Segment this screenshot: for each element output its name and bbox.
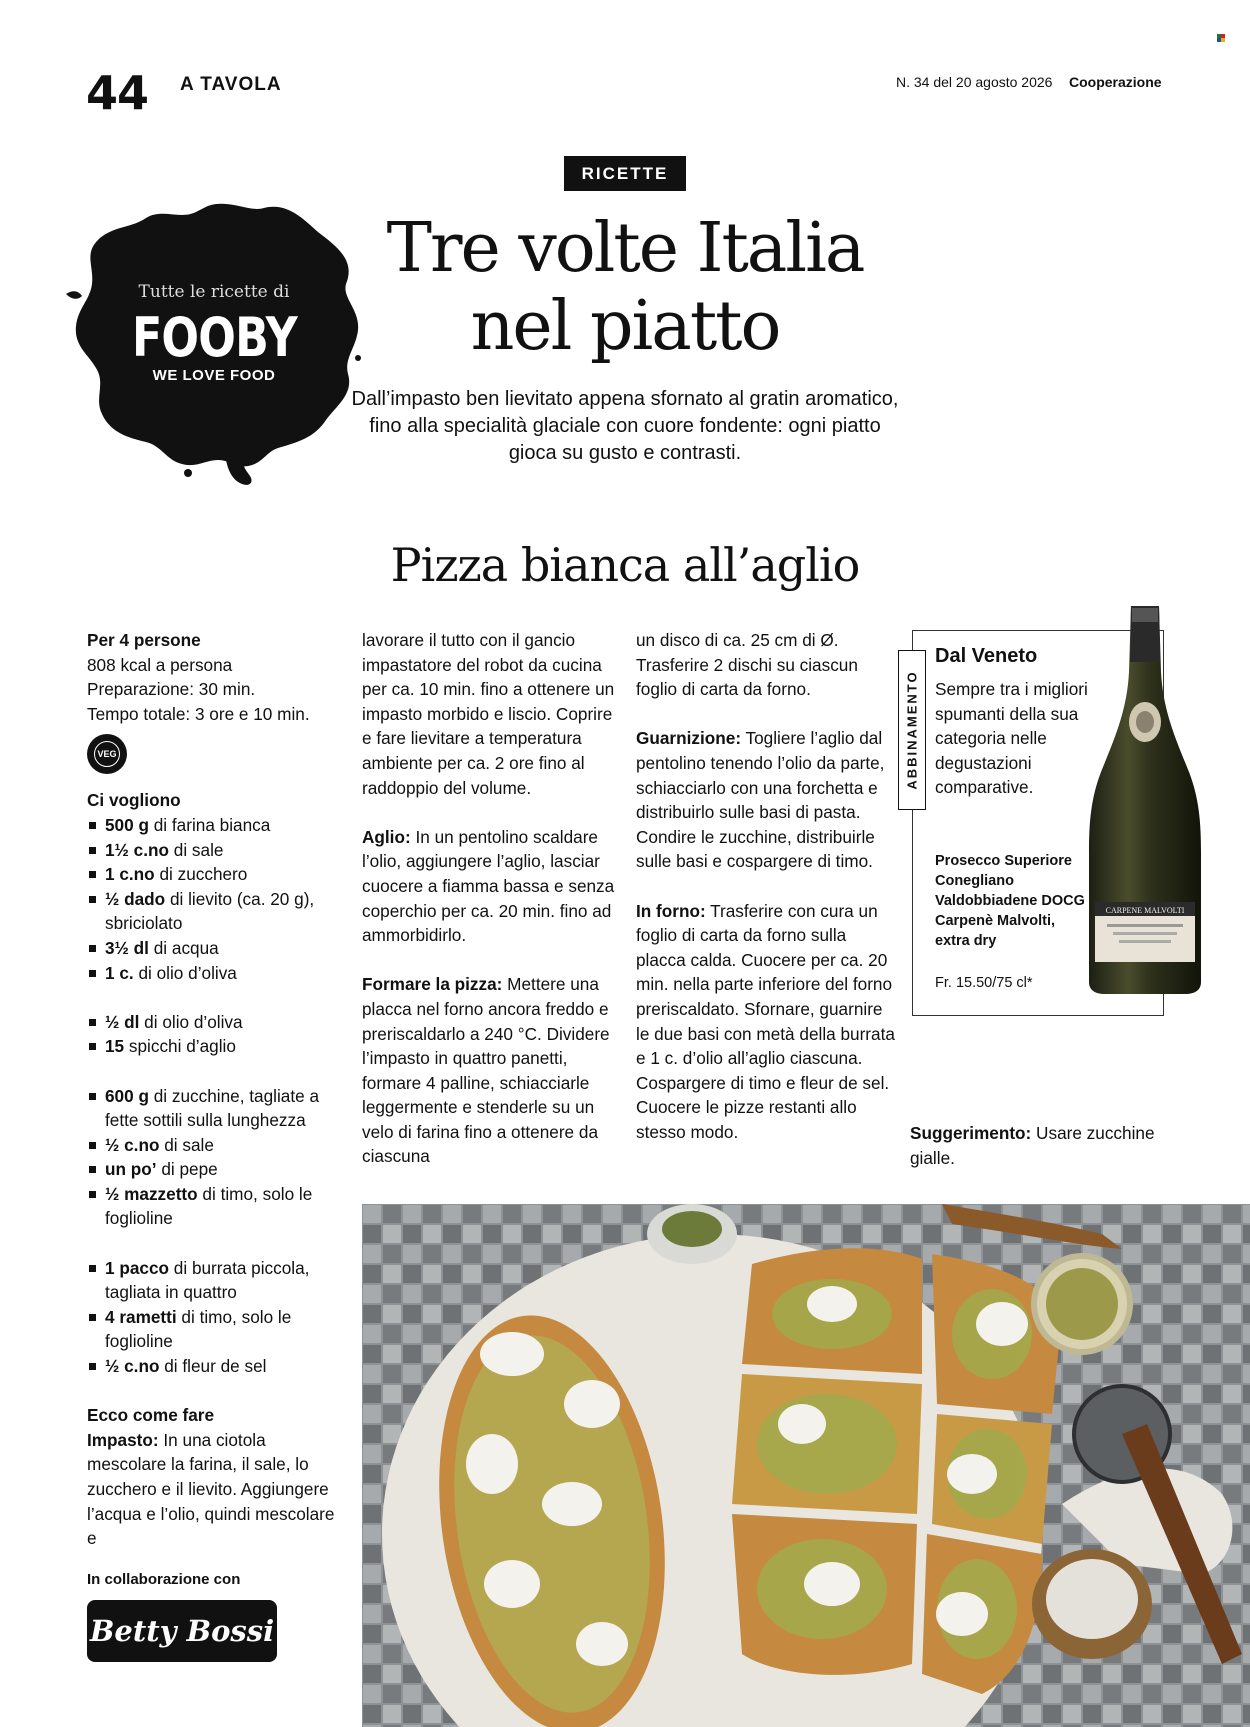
ingredient-qty: 4 rametti [105, 1306, 177, 1327]
ingredient-text: di zucchero [154, 864, 248, 885]
ingredient-item [87, 1010, 347, 1035]
step-label: Guarnizione: [636, 728, 742, 749]
ingredient-item [87, 887, 347, 936]
ingredient-text: di acqua [148, 937, 219, 958]
step-pizza [362, 972, 620, 1169]
page-title [360, 210, 890, 366]
ingredient-text: di fleur de sel [159, 1356, 267, 1377]
collab-label: In collaborazione con [87, 1571, 241, 1588]
ingredient-item [87, 1157, 347, 1182]
ingredient-qty: 1 c.no [105, 864, 155, 885]
ingredient-text: di lievito (ca. 20 g), sbriciolato [105, 888, 315, 934]
category-tag: RICETTE [564, 156, 686, 191]
ingredient-text: di timo, solo le foglioline [105, 1183, 313, 1229]
ingredient-qty: 500 g [105, 814, 149, 835]
ingredients-list [87, 813, 347, 1379]
tip-label: Suggerimento: [910, 1123, 1032, 1143]
step-text: Togliere l’aglio dal pentolino tenendo l’olio da parte, schiacciarlo con una forchetta e distribuirlo sulle basi di pasta. Condire le zucchine, distribuirle sulle basi e cospargere di timo. [636, 728, 885, 872]
pairing-label: ABBINAMENTO [904, 670, 920, 790]
step-text: In un pentolino scaldare l’olio, aggiungere l’aglio, lasciar cuocere a fiamma bassa e senza coperchio per ca. 20 min. fino ad ammorbidirlo. [362, 826, 615, 946]
servings: Per 4 persone [87, 630, 201, 650]
ingredient-qty: 3½ dl [105, 937, 149, 958]
step-text: Mettere una placca nel forno ancora freddo e preriscaldarlo a 240 °C. Dividere l’impasto in quattro panetti, formare 4 palline, schiacciarle leggermente e stenderle su un velo di farina fino a ottenere da ciascuna [362, 974, 610, 1167]
ingredient-item [87, 1354, 347, 1379]
ingredient-qty: 15 [105, 1036, 125, 1057]
method-column-3 [636, 628, 898, 1169]
ingredient-qty: 600 g [105, 1085, 149, 1106]
step-label: Impasto: [87, 1429, 159, 1450]
wine-name: Prosecco Superiore Conegliano Valdobbiadene DOCG Carpenè Malvolti, extra dry [935, 853, 1085, 949]
pairing-label-box [898, 650, 926, 810]
fooby-tagline: WE LOVE FOOD [152, 367, 276, 384]
ingredient-qty: 1 pacco [105, 1257, 170, 1278]
bottle-label-text: CARPENE MALVOLTI [1105, 906, 1185, 915]
ingredient-text: di olio d’oliva [133, 962, 237, 983]
ingredient-qty: ½ c.no [105, 1356, 160, 1377]
betty-bossi-logo: Betty Bossi [87, 1600, 277, 1662]
ingredient-qty: ½ mazzetto [105, 1183, 198, 1204]
ingredient-qty: 1½ c.no [105, 839, 169, 860]
ingredient-text: di sale [159, 1134, 214, 1155]
ingredient-qty: ½ dl [105, 1011, 140, 1032]
wine-bottle-image [1085, 602, 1205, 996]
ingredient-text: di zucchine, tagliate a fette sottili sulla lunghezza [105, 1085, 320, 1131]
step-impasto-cont: lavorare il tutto con il gancio impastatore del robot da cucina per ca. 10 min. fino a ottenere un impasto morbido e liscio. Coprire e fare lievitare a temperatura ambiente per ca. 2 ore fino al raddoppio del volume. [362, 630, 615, 798]
ingredient-item [87, 1084, 347, 1133]
step-text: In una ciotola mescolare la farina, il sale, lo zucchero e il lievito. Aggiungere l’acqua e l’olio, quindi mescolare e [87, 1429, 335, 1549]
ingredient-qty: ½ dado [105, 888, 166, 909]
ingredient-item [87, 936, 347, 961]
intro-text: Dall’impasto ben lievitato appena sfornato al gratin aromatico, fino alla specialità glaciale con cuore fondente: ogni piatto gioca su gusto e contrasti. [351, 388, 899, 464]
ingredient-item [87, 961, 347, 986]
color-mark [1217, 34, 1225, 42]
ingredient-item [87, 1133, 347, 1158]
total-time: Tempo totale: 3 ore e 10 min. [87, 703, 310, 724]
recipe-title: Pizza bianca all’aglio [390, 538, 860, 592]
ingredients-column [87, 628, 347, 1551]
title-line-2: nel piatto [470, 287, 780, 366]
ingredient-qty: 1 c. [105, 962, 134, 983]
ingredient-qty: un po’ [105, 1159, 157, 1180]
pairing-text: Sempre tra i migliori spumanti della sua categoria nelle degustazioni comparative. [935, 679, 1088, 798]
ingredient-text: di farina bianca [148, 814, 271, 835]
veg-badge: VEG [94, 741, 120, 767]
step-aglio [362, 825, 620, 948]
ingredient-item [87, 1305, 347, 1354]
prep-time: Preparazione: 30 min. [87, 679, 256, 700]
ingredients-title: Ci vogliono [87, 790, 181, 811]
ingredient-item [87, 838, 347, 863]
method-title: Ecco come fare [87, 1405, 215, 1426]
ingredient-item [87, 813, 347, 838]
tip-text: Usare zucchine gialle. [910, 1123, 1155, 1168]
magazine-name: Cooperazione [1069, 74, 1162, 90]
step-impasto-start [87, 1428, 347, 1551]
method-column-2 [362, 628, 620, 1194]
ingredient-text: di pepe [156, 1159, 218, 1180]
ingredient-text: spicchi d’aglio [124, 1036, 236, 1057]
ingredient-qty: ½ c.no [105, 1134, 160, 1155]
ingredient-item [87, 1256, 347, 1305]
ingredient-item [87, 1034, 347, 1059]
kcal: 808 kcal a persona [87, 654, 233, 675]
step-forno [636, 899, 898, 1145]
fooby-brand: FOOBY [132, 306, 297, 369]
ingredient-item [87, 862, 347, 887]
step-pizza-cont: un disco di ca. 25 cm di Ø. Trasferire 2 dischi su ciascun foglio di carta da forno. [636, 630, 858, 700]
step-label: In forno: [636, 900, 706, 921]
pizza-photo [362, 1204, 1250, 1727]
page-number: 44 [86, 66, 149, 120]
ingredient-item [87, 1182, 347, 1231]
pairing-title: Dal Veneto [935, 645, 1038, 667]
issue-date: N. 34 del 20 agosto 2026 [896, 74, 1053, 90]
step-guarnizione [636, 726, 898, 874]
ingredient-text: di timo, solo le foglioline [105, 1306, 292, 1352]
section-title: A TAVOLA [180, 74, 282, 95]
ingredient-text: di olio d’oliva [139, 1011, 243, 1032]
step-text: Trasferire con cura un foglio di carta da forno sulla placca calda. Cuocere per ca. 20 min. nella parte inferiore del forno preriscaldato. Sfornare, guarnire le due basi con metà della burrata e 1 c. d’olio all’aglio ciascuna. Cospargere di timo e fleur de sel. Cuocere le pizze restanti allo stesso modo. [636, 900, 895, 1142]
step-label: Formare la pizza: [362, 974, 503, 995]
wine-price: Fr. 15.50/75 cl* [935, 975, 1033, 991]
title-line-1: Tre volte Italia [386, 209, 864, 288]
ingredient-text: di sale [169, 839, 224, 860]
ingredient-text: di burrata piccola, tagliata in quattro [105, 1257, 310, 1303]
fooby-small-text: Tutte le ricette di [138, 282, 290, 302]
veg-icon [87, 734, 127, 774]
step-label: Aglio: [362, 826, 411, 847]
tip [910, 1121, 1160, 1170]
